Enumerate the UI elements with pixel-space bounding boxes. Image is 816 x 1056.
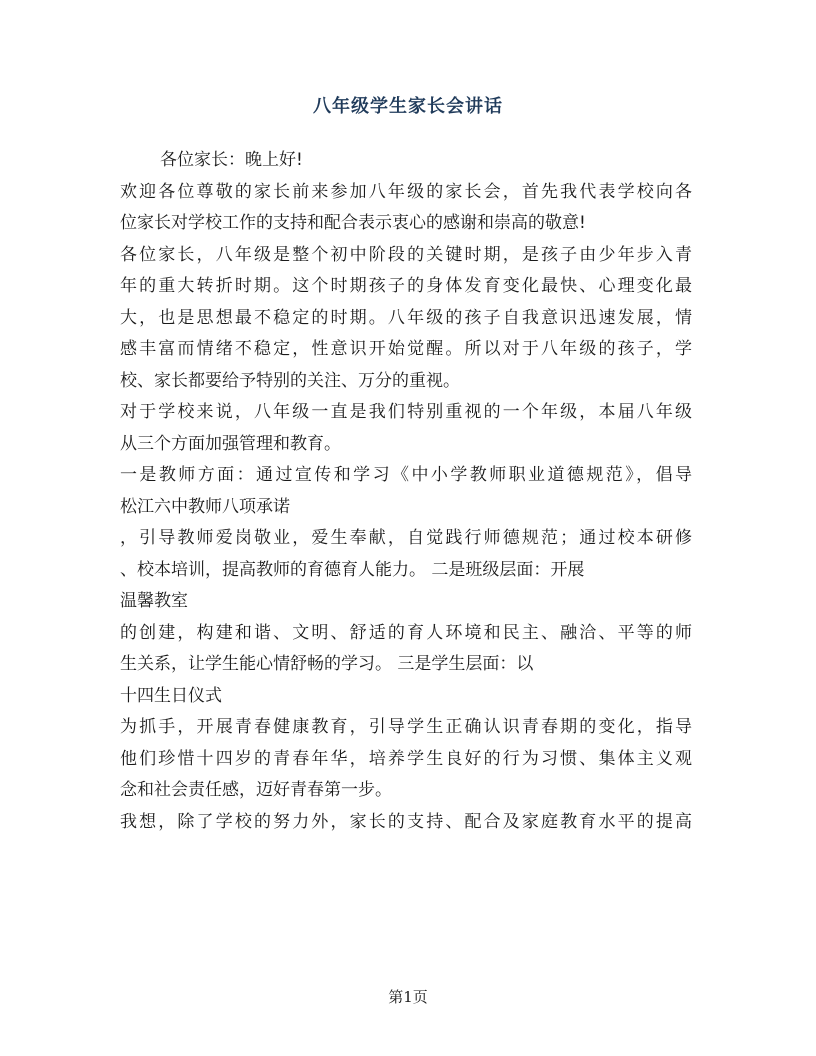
text-line: 我想，除了学校的努力外，家长的支持、配合及家庭教育水平的提高	[120, 811, 692, 832]
text-line: 、校本培训，提高教师的育德育人能力。 二是班级层面：开展	[120, 559, 585, 580]
text-line: 从三个方面加强管理和教育。	[120, 433, 341, 454]
text-line: 为抓手，开展青春健康教育，引导学生正确认识青春期的变化，指导	[120, 717, 692, 737]
text-line: 生关系，让学生能心情舒畅的学习。 三是学生层面：以	[120, 654, 534, 674]
text-line: 的创建，构建和谐、文明、舒适的育人环境和民主、融洽、平等的师	[120, 622, 692, 643]
text-line: 位家长对学校工作的支持和配合表示衷心的感谢和崇高的敬意!	[120, 213, 586, 233]
text-line: 他们珍惜十四岁的青春年华，培养学生良好的行为习惯、集体主义观	[120, 748, 692, 769]
text-line: 各位家长，八年级是整个初中阶段的关键时期，是孩子由少年步入青	[120, 244, 692, 265]
text-line: 松江六中教师八项承诺	[120, 496, 290, 517]
page-number: 第1页	[388, 988, 428, 1006]
text-line: 一是教师方面：通过宣传和学习《中小学教师职业道德规范》，倡导	[120, 465, 692, 485]
document-title: 八年级学生家长会讲话	[313, 96, 503, 117]
text-line: 对于学校来说，八年级一直是我们特别重视的一个年级，本届八年级	[120, 402, 692, 422]
text-line: ，引导教师爱岗敬业，爱生奉献，自觉践行师德规范；通过校本研修	[120, 528, 692, 548]
text-line: 年的重大转折时期。这个时期孩子的身体发育变化最快、心理变化最	[120, 276, 692, 296]
text-line: 校、家长都要给予特别的关注、万分的重视。	[120, 370, 460, 391]
text-line: 大，也是思想最不稳定的时期。八年级的孩子自我意识迅速发展，情	[120, 307, 692, 328]
text-line: 温馨教室	[120, 591, 188, 611]
text-line: 感丰富而情绪不稳定，性意识开始觉醒。所以对于八年级的孩子，学	[120, 339, 692, 359]
text-line: 十四生日仪式	[120, 685, 222, 706]
text-line: 欢迎各位尊敬的家长前来参加八年级的家长会，首先我代表学校向各	[120, 181, 692, 202]
text-line: 念和社会责任感，迈好青春第一步。	[120, 780, 392, 800]
greeting-line: 各位家长：晚上好!	[160, 150, 303, 170]
document-body	[120, 145, 692, 838]
